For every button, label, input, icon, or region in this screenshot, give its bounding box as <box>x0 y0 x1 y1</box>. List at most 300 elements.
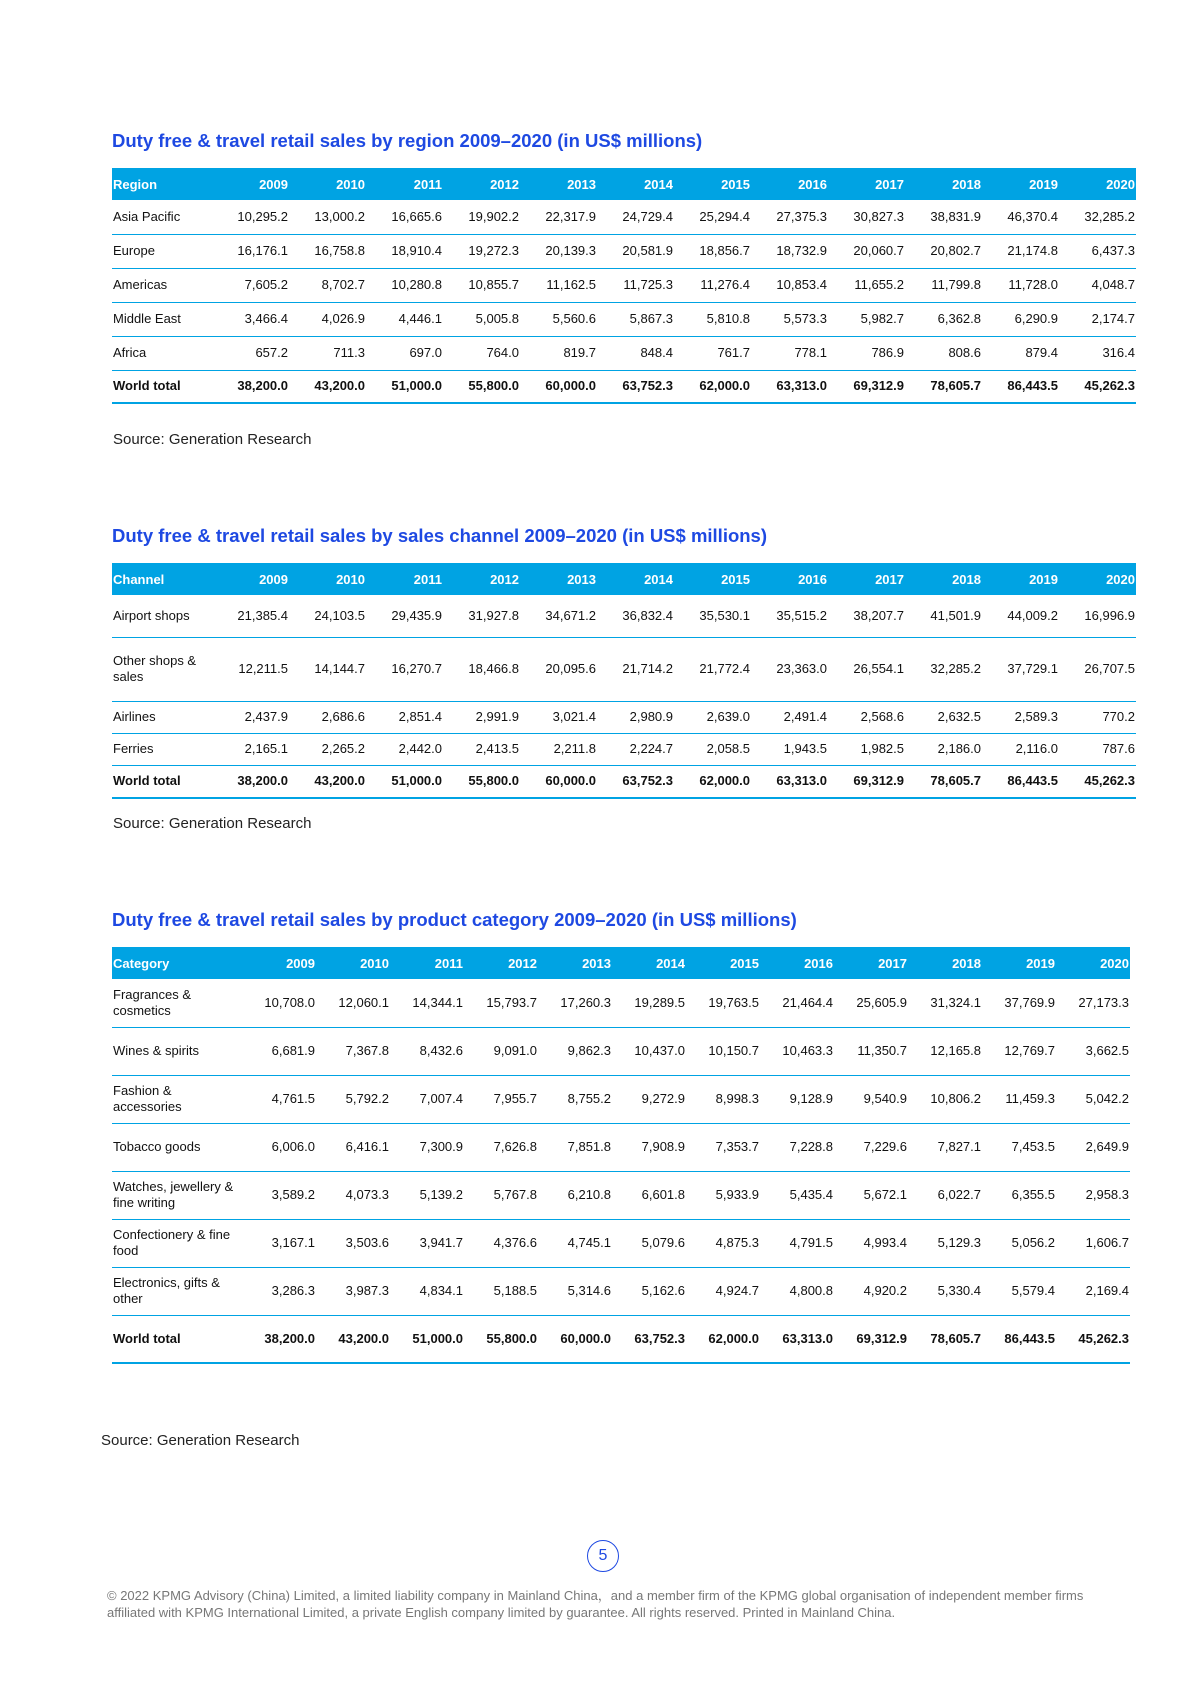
row-label: Americas <box>112 268 212 302</box>
value-cell: 7,229.6 <box>834 1123 908 1171</box>
value-cell: 5,129.3 <box>908 1219 982 1267</box>
value-cell: 78,605.7 <box>905 765 982 798</box>
column-header-year: 2009 <box>242 947 316 979</box>
value-cell: 2,165.1 <box>212 733 289 765</box>
value-cell: 2,058.5 <box>674 733 751 765</box>
table-row <box>112 1171 1130 1219</box>
value-cell: 6,681.9 <box>242 1027 316 1075</box>
value-cell: 3,466.4 <box>212 302 289 336</box>
value-cell: 848.4 <box>597 336 674 370</box>
value-cell: 19,902.2 <box>443 200 520 234</box>
value-cell: 43,200.0 <box>289 765 366 798</box>
column-header-year: 2020 <box>1059 563 1136 595</box>
column-header-year: 2019 <box>982 563 1059 595</box>
value-cell: 37,769.9 <box>982 979 1056 1027</box>
value-cell: 69,312.9 <box>828 765 905 798</box>
column-header-year: 2017 <box>834 947 908 979</box>
column-header-year: 2016 <box>751 168 828 200</box>
value-cell: 5,079.6 <box>612 1219 686 1267</box>
value-cell: 761.7 <box>674 336 751 370</box>
value-cell: 787.6 <box>1059 733 1136 765</box>
value-cell: 10,855.7 <box>443 268 520 302</box>
value-cell: 35,515.2 <box>751 595 828 637</box>
column-header-year: 2019 <box>982 168 1059 200</box>
column-header-year: 2020 <box>1056 947 1130 979</box>
value-cell: 26,554.1 <box>828 637 905 701</box>
value-cell: 38,200.0 <box>242 1315 316 1363</box>
value-cell: 31,324.1 <box>908 979 982 1027</box>
header-row <box>112 563 1136 595</box>
total-row <box>112 1315 1130 1363</box>
column-header-year: 2013 <box>520 563 597 595</box>
value-cell: 9,540.9 <box>834 1075 908 1123</box>
column-header-year: 2011 <box>366 168 443 200</box>
value-cell: 2,224.7 <box>597 733 674 765</box>
value-cell: 2,174.7 <box>1059 302 1136 336</box>
value-cell: 11,459.3 <box>982 1075 1056 1123</box>
value-cell: 7,827.1 <box>908 1123 982 1171</box>
value-cell: 26,707.5 <box>1059 637 1136 701</box>
value-cell: 11,162.5 <box>520 268 597 302</box>
value-cell: 6,416.1 <box>316 1123 390 1171</box>
value-cell: 10,806.2 <box>908 1075 982 1123</box>
row-label: Africa <box>112 336 212 370</box>
row-label: Airport shops <box>112 595 212 637</box>
value-cell: 4,834.1 <box>390 1267 464 1315</box>
value-cell: 5,314.6 <box>538 1267 612 1315</box>
value-cell: 9,128.9 <box>760 1075 834 1123</box>
region-section <box>112 130 1136 404</box>
value-cell: 819.7 <box>520 336 597 370</box>
channel-table <box>112 563 1136 799</box>
value-cell: 37,729.1 <box>982 637 1059 701</box>
value-cell: 4,446.1 <box>366 302 443 336</box>
value-cell: 69,312.9 <box>834 1315 908 1363</box>
value-cell: 12,060.1 <box>316 979 390 1027</box>
value-cell: 60,000.0 <box>520 370 597 403</box>
row-label: Tobacco goods <box>112 1123 242 1171</box>
value-cell: 5,792.2 <box>316 1075 390 1123</box>
value-cell: 11,276.4 <box>674 268 751 302</box>
column-header-year: 2017 <box>828 563 905 595</box>
value-cell: 2,851.4 <box>366 701 443 733</box>
value-cell: 764.0 <box>443 336 520 370</box>
value-cell: 3,589.2 <box>242 1171 316 1219</box>
value-cell: 3,941.7 <box>390 1219 464 1267</box>
table-row <box>112 637 1136 701</box>
value-cell: 14,344.1 <box>390 979 464 1027</box>
value-cell: 4,376.6 <box>464 1219 538 1267</box>
value-cell: 63,752.3 <box>612 1315 686 1363</box>
value-cell: 7,626.8 <box>464 1123 538 1171</box>
column-header-year: 2020 <box>1059 168 1136 200</box>
value-cell: 6,022.7 <box>908 1171 982 1219</box>
row-label: Confectionery & fine food <box>112 1219 242 1267</box>
value-cell: 6,355.5 <box>982 1171 1056 1219</box>
value-cell: 10,853.4 <box>751 268 828 302</box>
column-header-year: 2014 <box>597 563 674 595</box>
value-cell: 11,655.2 <box>828 268 905 302</box>
value-cell: 38,200.0 <box>212 370 289 403</box>
table-row <box>112 595 1136 637</box>
value-cell: 5,188.5 <box>464 1267 538 1315</box>
value-cell: 2,442.0 <box>366 733 443 765</box>
value-cell: 12,165.8 <box>908 1027 982 1075</box>
value-cell: 78,605.7 <box>908 1315 982 1363</box>
value-cell: 5,767.8 <box>464 1171 538 1219</box>
column-header-year: 2010 <box>289 563 366 595</box>
value-cell: 20,139.3 <box>520 234 597 268</box>
table-row <box>112 234 1136 268</box>
value-cell: 778.1 <box>751 336 828 370</box>
value-cell: 4,048.7 <box>1059 268 1136 302</box>
value-cell: 2,686.6 <box>289 701 366 733</box>
value-cell: 9,272.9 <box>612 1075 686 1123</box>
value-cell: 7,453.5 <box>982 1123 1056 1171</box>
value-cell: 6,362.8 <box>905 302 982 336</box>
header-row <box>112 168 1136 200</box>
value-cell: 69,312.9 <box>828 370 905 403</box>
value-cell: 30,827.3 <box>828 200 905 234</box>
value-cell: 21,174.8 <box>982 234 1059 268</box>
page-number: 5 <box>587 1540 619 1572</box>
value-cell: 7,605.2 <box>212 268 289 302</box>
value-cell: 51,000.0 <box>366 370 443 403</box>
value-cell: 7,367.8 <box>316 1027 390 1075</box>
value-cell: 2,265.2 <box>289 733 366 765</box>
value-cell: 7,908.9 <box>612 1123 686 1171</box>
value-cell: 11,728.0 <box>982 268 1059 302</box>
column-header-year: 2016 <box>751 563 828 595</box>
value-cell: 711.3 <box>289 336 366 370</box>
value-cell: 62,000.0 <box>674 765 751 798</box>
column-header-year: 2012 <box>464 947 538 979</box>
table-row <box>112 336 1136 370</box>
column-header-year: 2011 <box>390 947 464 979</box>
value-cell: 78,605.7 <box>905 370 982 403</box>
value-cell: 63,752.3 <box>597 370 674 403</box>
value-cell: 7,007.4 <box>390 1075 464 1123</box>
value-cell: 2,413.5 <box>443 733 520 765</box>
value-cell: 16,758.8 <box>289 234 366 268</box>
value-cell: 697.0 <box>366 336 443 370</box>
value-cell: 879.4 <box>982 336 1059 370</box>
value-cell: 22,317.9 <box>520 200 597 234</box>
value-cell: 6,210.8 <box>538 1171 612 1219</box>
value-cell: 5,810.8 <box>674 302 751 336</box>
value-cell: 45,262.3 <box>1059 765 1136 798</box>
row-label: Watches, jewellery & fine writing <box>112 1171 242 1219</box>
value-cell: 7,353.7 <box>686 1123 760 1171</box>
value-cell: 5,982.7 <box>828 302 905 336</box>
value-cell: 11,799.8 <box>905 268 982 302</box>
value-cell: 16,270.7 <box>366 637 443 701</box>
value-cell: 4,791.5 <box>760 1219 834 1267</box>
value-cell: 4,993.4 <box>834 1219 908 1267</box>
value-cell: 18,466.8 <box>443 637 520 701</box>
value-cell: 5,579.4 <box>982 1267 1056 1315</box>
channel-table-title: Duty free & travel retail sales by sales channel 2009–2020 (in US$ millions) <box>112 525 768 546</box>
column-header-year: 2009 <box>212 168 289 200</box>
value-cell: 63,313.0 <box>760 1315 834 1363</box>
value-cell: 32,285.2 <box>1059 200 1136 234</box>
value-cell: 3,662.5 <box>1056 1027 1130 1075</box>
value-cell: 24,103.5 <box>289 595 366 637</box>
value-cell: 63,313.0 <box>751 765 828 798</box>
value-cell: 34,671.2 <box>520 595 597 637</box>
value-cell: 18,910.4 <box>366 234 443 268</box>
value-cell: 10,295.2 <box>212 200 289 234</box>
value-cell: 63,752.3 <box>597 765 674 798</box>
value-cell: 2,169.4 <box>1056 1267 1130 1315</box>
region-table-title: Duty free & travel retail sales by region 2009–2020 (in US$ millions) <box>112 130 703 151</box>
value-cell: 4,924.7 <box>686 1267 760 1315</box>
value-cell: 62,000.0 <box>686 1315 760 1363</box>
value-cell: 13,000.2 <box>289 200 366 234</box>
value-cell: 316.4 <box>1059 336 1136 370</box>
value-cell: 23,363.0 <box>751 637 828 701</box>
value-cell: 10,150.7 <box>686 1027 760 1075</box>
region-source: Source: Generation Research <box>113 431 312 448</box>
category-table-title: Duty free & travel retail sales by product category 2009–2020 (in US$ millions) <box>112 909 797 930</box>
value-cell: 7,300.9 <box>390 1123 464 1171</box>
value-cell: 7,228.8 <box>760 1123 834 1171</box>
value-cell: 43,200.0 <box>316 1315 390 1363</box>
value-cell: 36,832.4 <box>597 595 674 637</box>
table-row <box>112 701 1136 733</box>
value-cell: 10,708.0 <box>242 979 316 1027</box>
value-cell: 31,927.8 <box>443 595 520 637</box>
column-header-year: 2015 <box>674 563 751 595</box>
row-label: Electronics, gifts & other <box>112 1267 242 1315</box>
value-cell: 38,831.9 <box>905 200 982 234</box>
row-label: World total <box>112 370 212 403</box>
value-cell: 3,987.3 <box>316 1267 390 1315</box>
value-cell: 770.2 <box>1059 701 1136 733</box>
column-header-year: 2015 <box>686 947 760 979</box>
value-cell: 2,437.9 <box>212 701 289 733</box>
value-cell: 32,285.2 <box>905 637 982 701</box>
row-label: Fragrances & cosmetics <box>112 979 242 1027</box>
value-cell: 51,000.0 <box>366 765 443 798</box>
column-header-year: 2013 <box>520 168 597 200</box>
value-cell: 8,755.2 <box>538 1075 612 1123</box>
value-cell: 7,851.8 <box>538 1123 612 1171</box>
value-cell: 20,095.6 <box>520 637 597 701</box>
value-cell: 55,800.0 <box>443 765 520 798</box>
value-cell: 38,200.0 <box>212 765 289 798</box>
value-cell: 9,862.3 <box>538 1027 612 1075</box>
value-cell: 2,116.0 <box>982 733 1059 765</box>
value-cell: 2,211.8 <box>520 733 597 765</box>
region-table <box>112 168 1136 404</box>
column-header-year: 2009 <box>212 563 289 595</box>
value-cell: 86,443.5 <box>982 765 1059 798</box>
value-cell: 18,732.9 <box>751 234 828 268</box>
value-cell: 5,933.9 <box>686 1171 760 1219</box>
total-row <box>112 370 1136 403</box>
column-header-year: 2017 <box>828 168 905 200</box>
table-row <box>112 733 1136 765</box>
value-cell: 45,262.3 <box>1056 1315 1130 1363</box>
value-cell: 38,207.7 <box>828 595 905 637</box>
value-cell: 11,350.7 <box>834 1027 908 1075</box>
column-header-year: 2012 <box>443 563 520 595</box>
value-cell: 5,330.4 <box>908 1267 982 1315</box>
value-cell: 6,437.3 <box>1059 234 1136 268</box>
value-cell: 16,996.9 <box>1059 595 1136 637</box>
value-cell: 4,761.5 <box>242 1075 316 1123</box>
value-cell: 5,435.4 <box>760 1171 834 1219</box>
value-cell: 7,955.7 <box>464 1075 538 1123</box>
value-cell: 6,290.9 <box>982 302 1059 336</box>
value-cell: 11,725.3 <box>597 268 674 302</box>
row-label: Europe <box>112 234 212 268</box>
value-cell: 55,800.0 <box>443 370 520 403</box>
value-cell: 14,144.7 <box>289 637 366 701</box>
value-cell: 3,021.4 <box>520 701 597 733</box>
value-cell: 21,772.4 <box>674 637 751 701</box>
row-label: Asia Pacific <box>112 200 212 234</box>
value-cell: 19,272.3 <box>443 234 520 268</box>
value-cell: 2,568.6 <box>828 701 905 733</box>
value-cell: 27,375.3 <box>751 200 828 234</box>
value-cell: 2,980.9 <box>597 701 674 733</box>
table-row <box>112 200 1136 234</box>
value-cell: 16,176.1 <box>212 234 289 268</box>
value-cell: 1,982.5 <box>828 733 905 765</box>
value-cell: 62,000.0 <box>674 370 751 403</box>
value-cell: 3,503.6 <box>316 1219 390 1267</box>
value-cell: 18,856.7 <box>674 234 751 268</box>
table-row <box>112 1219 1130 1267</box>
value-cell: 5,573.3 <box>751 302 828 336</box>
value-cell: 5,672.1 <box>834 1171 908 1219</box>
channel-section <box>112 525 1136 799</box>
column-header-label: Region <box>112 168 212 200</box>
column-header-year: 2014 <box>612 947 686 979</box>
row-label: Wines & spirits <box>112 1027 242 1075</box>
footer-copyright: © 2022 KPMG Advisory (China) Limited, a limited liability company in Mainland China，and a member firm of the KPMG global organisation of independent member firms affiliated with KPMG International Limited, a private English company limited by guarantee. All rights reserved. Printed in Mainland China. <box>107 1588 1084 1620</box>
value-cell: 2,649.9 <box>1056 1123 1130 1171</box>
column-header-year: 2016 <box>760 947 834 979</box>
value-cell: 4,073.3 <box>316 1171 390 1219</box>
value-cell: 19,289.5 <box>612 979 686 1027</box>
value-cell: 12,769.7 <box>982 1027 1056 1075</box>
value-cell: 25,294.4 <box>674 200 751 234</box>
value-cell: 51,000.0 <box>390 1315 464 1363</box>
value-cell: 8,998.3 <box>686 1075 760 1123</box>
total-row <box>112 765 1136 798</box>
value-cell: 21,714.2 <box>597 637 674 701</box>
value-cell: 9,091.0 <box>464 1027 538 1075</box>
value-cell: 63,313.0 <box>751 370 828 403</box>
value-cell: 5,162.6 <box>612 1267 686 1315</box>
value-cell: 60,000.0 <box>520 765 597 798</box>
value-cell: 4,800.8 <box>760 1267 834 1315</box>
value-cell: 3,167.1 <box>242 1219 316 1267</box>
value-cell: 25,605.9 <box>834 979 908 1027</box>
column-header-year: 2018 <box>908 947 982 979</box>
row-label: Fashion & accessories <box>112 1075 242 1123</box>
value-cell: 2,632.5 <box>905 701 982 733</box>
row-label: Middle East <box>112 302 212 336</box>
column-header-year: 2010 <box>316 947 390 979</box>
value-cell: 1,943.5 <box>751 733 828 765</box>
value-cell: 10,437.0 <box>612 1027 686 1075</box>
value-cell: 24,729.4 <box>597 200 674 234</box>
row-label: Airlines <box>112 701 212 733</box>
value-cell: 12,211.5 <box>212 637 289 701</box>
value-cell: 4,745.1 <box>538 1219 612 1267</box>
value-cell: 21,385.4 <box>212 595 289 637</box>
value-cell: 16,665.6 <box>366 200 443 234</box>
value-cell: 4,026.9 <box>289 302 366 336</box>
table-row <box>112 302 1136 336</box>
category-section <box>112 909 1130 1364</box>
value-cell: 86,443.5 <box>982 370 1059 403</box>
row-label: World total <box>112 765 212 798</box>
value-cell: 2,991.9 <box>443 701 520 733</box>
value-cell: 6,006.0 <box>242 1123 316 1171</box>
value-cell: 5,867.3 <box>597 302 674 336</box>
column-header-year: 2018 <box>905 168 982 200</box>
row-label: World total <box>112 1315 242 1363</box>
value-cell: 20,802.7 <box>905 234 982 268</box>
value-cell: 808.6 <box>905 336 982 370</box>
value-cell: 786.9 <box>828 336 905 370</box>
value-cell: 41,501.9 <box>905 595 982 637</box>
value-cell: 6,601.8 <box>612 1171 686 1219</box>
value-cell: 5,139.2 <box>390 1171 464 1219</box>
value-cell: 8,432.6 <box>390 1027 464 1075</box>
value-cell: 8,702.7 <box>289 268 366 302</box>
value-cell: 60,000.0 <box>538 1315 612 1363</box>
value-cell: 20,581.9 <box>597 234 674 268</box>
value-cell: 43,200.0 <box>289 370 366 403</box>
value-cell: 657.2 <box>212 336 289 370</box>
column-header-year: 2013 <box>538 947 612 979</box>
value-cell: 2,186.0 <box>905 733 982 765</box>
value-cell: 4,920.2 <box>834 1267 908 1315</box>
column-header-year: 2018 <box>905 563 982 595</box>
value-cell: 17,260.3 <box>538 979 612 1027</box>
value-cell: 1,606.7 <box>1056 1219 1130 1267</box>
table-row <box>112 1267 1130 1315</box>
value-cell: 5,560.6 <box>520 302 597 336</box>
channel-source: Source: Generation Research <box>113 815 312 832</box>
value-cell: 29,435.9 <box>366 595 443 637</box>
value-cell: 2,491.4 <box>751 701 828 733</box>
value-cell: 35,530.1 <box>674 595 751 637</box>
value-cell: 5,042.2 <box>1056 1075 1130 1123</box>
value-cell: 10,280.8 <box>366 268 443 302</box>
value-cell: 5,005.8 <box>443 302 520 336</box>
header-row <box>112 947 1130 979</box>
column-header-year: 2019 <box>982 947 1056 979</box>
column-header-year: 2012 <box>443 168 520 200</box>
value-cell: 27,173.3 <box>1056 979 1130 1027</box>
table-row <box>112 979 1130 1027</box>
value-cell: 4,875.3 <box>686 1219 760 1267</box>
value-cell: 19,763.5 <box>686 979 760 1027</box>
column-header-label: Category <box>112 947 242 979</box>
value-cell: 10,463.3 <box>760 1027 834 1075</box>
value-cell: 5,056.2 <box>982 1219 1056 1267</box>
value-cell: 2,958.3 <box>1056 1171 1130 1219</box>
value-cell: 44,009.2 <box>982 595 1059 637</box>
category-source: Source: Generation Research <box>101 1432 300 1449</box>
